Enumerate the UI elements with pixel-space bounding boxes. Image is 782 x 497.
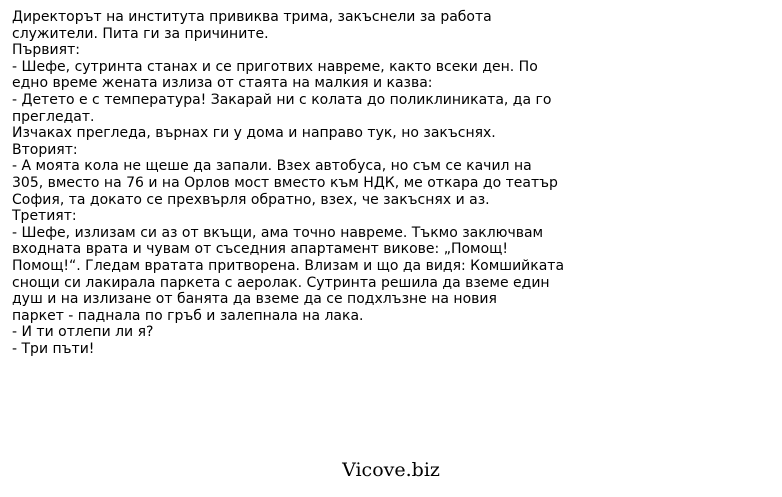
joke-text	[12, 9, 777, 357]
joke-line: - Шефе, излизам си аз от вкъщи, ама точно навреме. Тъкмо заключвам	[12, 224, 544, 241]
joke-line: Вторият:	[12, 141, 78, 158]
joke-line: Изчаках прегледа, върнах ги у дома и направо тук, но закъснях.	[12, 125, 496, 142]
site-watermark: Vicove.biz	[342, 459, 440, 481]
joke-line: - А моята кола не щеше да запали. Взех автобуса, но съм се качил на	[12, 158, 532, 175]
joke-line: 305, вместо на 76 и на Орлов мост вместо към НДК, ме откара до театър	[12, 174, 558, 191]
joke-line: - И ти отлепи ли я?	[12, 324, 154, 341]
joke-line: Директорът на института привиква трима, закъснели за работа	[12, 9, 492, 25]
joke-line: - Три пъти!	[12, 340, 95, 357]
joke-line: Третият:	[12, 208, 77, 225]
joke-line: София, та докато се прехвърля обратно, взех, че закъснях и аз.	[12, 191, 490, 208]
joke-line: Първият:	[12, 42, 80, 59]
joke-line: служители. Пита ги за причините.	[12, 25, 269, 42]
joke-line: - Шефе, сутринта станах и се приготвих навреме, както всеки ден. По	[12, 58, 538, 75]
joke-line: снощи си лакирала паркета с аеролак. Сутринта решила да вземе един	[12, 274, 550, 291]
joke-line: паркет - паднала по гръб и залепнала на лака.	[12, 307, 364, 324]
joke-line: входната врата и чувам от съседния апартамент викове: „Помощ!	[12, 241, 508, 258]
joke-line: - Детето е с температура! Закарай ни с колата до поликлиниката, да го	[12, 91, 552, 108]
joke-line: едно време жената излиза от стаята на малкия и казва:	[12, 75, 433, 92]
joke-line: Помощ!“. Гледам вратата притворена. Влизам и що да видя: Комшийката	[12, 257, 565, 274]
joke-line: душ и на излизане от банята да вземе да се подхлъзне на новия	[12, 291, 497, 308]
joke-line: прегледат.	[12, 108, 95, 125]
